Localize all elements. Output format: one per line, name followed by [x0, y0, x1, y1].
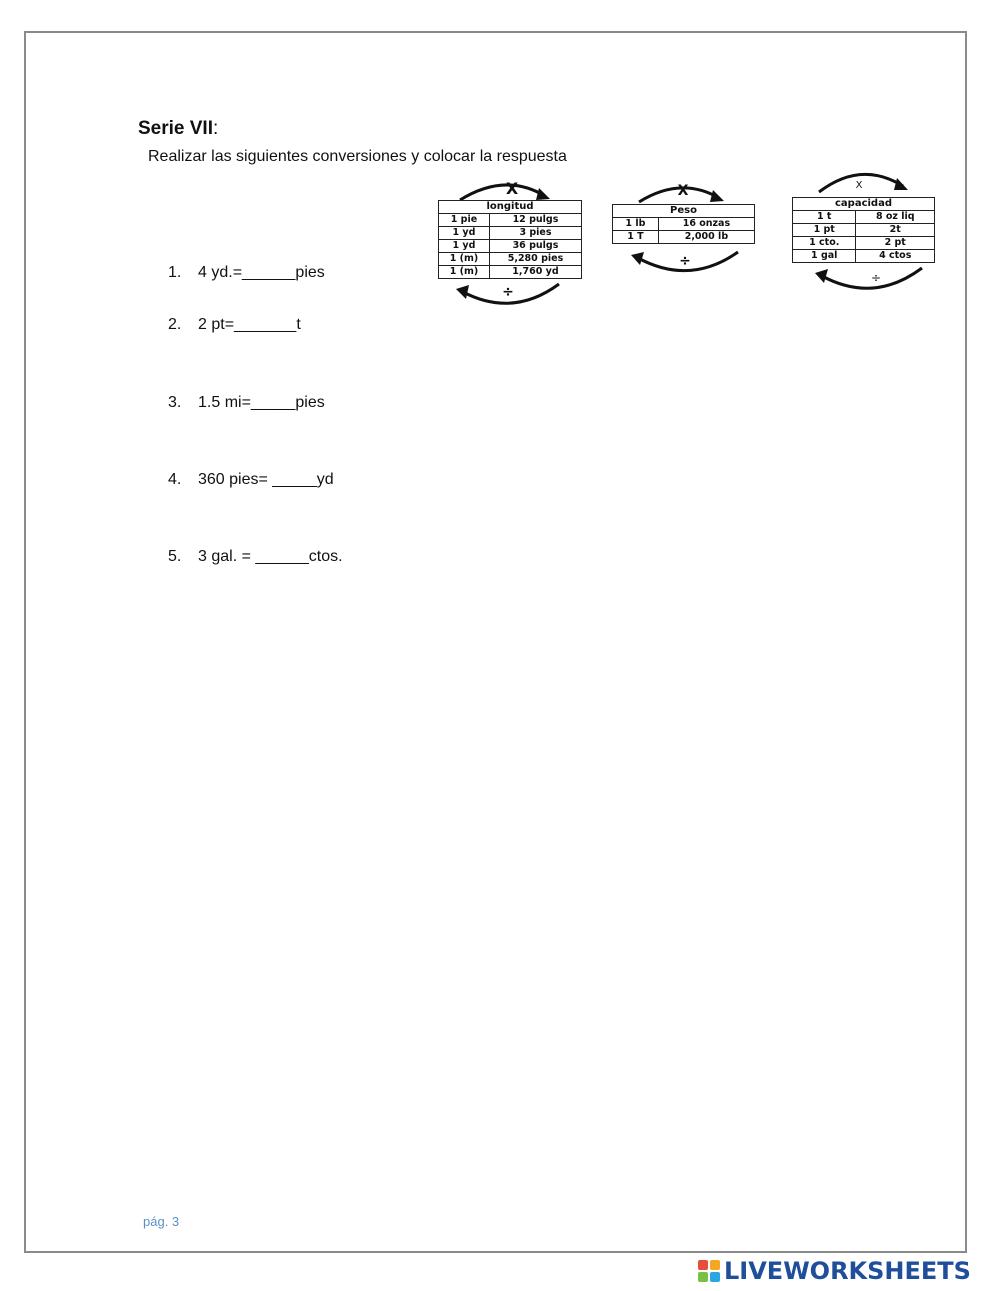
logo-square-i [710, 1260, 720, 1270]
question-3: 3. 1.5 mi=_____pies [168, 394, 325, 411]
table-row: 1 (m) 1,760 yd [439, 266, 582, 279]
divide-symbol: ÷ [679, 253, 691, 269]
peso-header: Peso [613, 205, 755, 218]
divide-symbol: ÷ [870, 271, 882, 285]
brand-text: LIVEWORKSHEETS [724, 1257, 971, 1285]
logo-square-e [710, 1272, 720, 1282]
table-row: 1 lb 16 onzas [613, 218, 755, 231]
logo-square-l [698, 1260, 708, 1270]
peso-table [612, 204, 755, 244]
table-row: 1 T 2,000 lb [613, 231, 755, 244]
capacidad-header: capacidad [793, 198, 935, 211]
table-row: 1 yd 3 pies [439, 227, 582, 240]
longitud-table [438, 200, 582, 279]
table-row: 1 (m) 5,280 pies [439, 253, 582, 266]
multiply-symbol: X [505, 179, 519, 198]
table-row: 1 gal 4 ctos [793, 250, 935, 263]
longitud-header: longitud [439, 201, 582, 214]
question-4: 4. 360 pies= _____yd [168, 471, 334, 488]
table-row: 1 cto. 2 pt [793, 237, 935, 250]
liveworksheets-logo [698, 1257, 971, 1285]
instructions: Realizar las siguientes conversiones y colocar la respuesta [148, 148, 567, 165]
table-row: 1 pie 12 pulgs [439, 214, 582, 227]
table-row: 1 yd 36 pulgs [439, 240, 582, 253]
divide-symbol: ÷ [502, 284, 514, 300]
table-row: 1 pt 2t [793, 224, 935, 237]
multiply-symbol: X [677, 183, 689, 199]
question-1: 1. 4 yd.=______pies [168, 264, 325, 281]
question-5: 5. 3 gal. = ______ctos. [168, 548, 343, 565]
page-number: pág. 3 [143, 1214, 180, 1229]
multiply-symbol: X [855, 180, 863, 191]
brand-logo-icon [698, 1260, 720, 1282]
question-2: 2. 2 pt=_______t [168, 316, 301, 333]
logo-square-v [698, 1272, 708, 1282]
capacidad-table [792, 197, 935, 263]
section-title: Serie VII: [138, 118, 219, 139]
table-row: 1 t 8 oz liq [793, 211, 935, 224]
